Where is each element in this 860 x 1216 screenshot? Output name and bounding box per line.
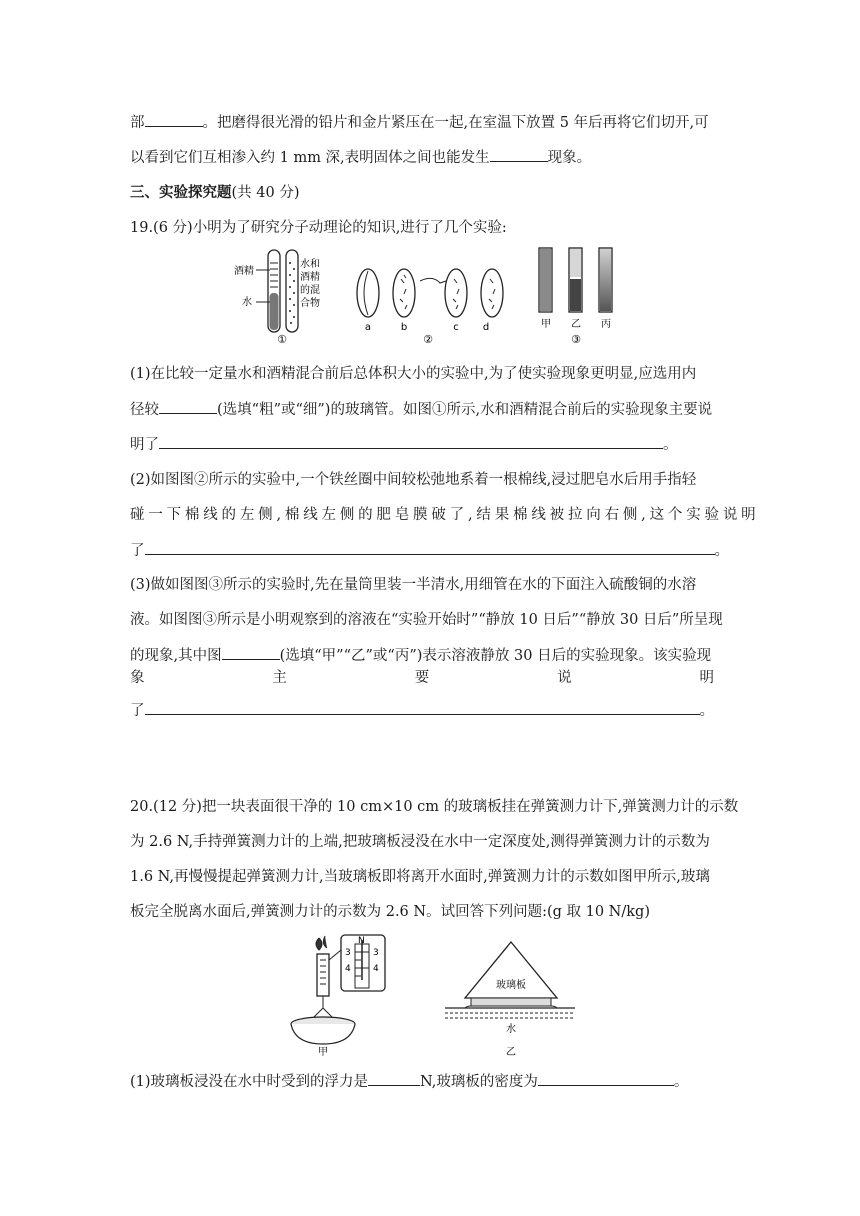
label-glass-plate: 玻璃板 — [496, 980, 526, 991]
text-run: 了 — [130, 543, 145, 559]
text-line: (1)在比较一定量水和酒精混合前后总体积大小的实验中,为了使实验现象更明显,应选用内 — [130, 366, 697, 382]
label-mixture-2: 酒精 — [300, 272, 320, 283]
scale-right-4: 4 — [373, 964, 379, 974]
text-line — [130, 540, 730, 561]
text-run: 。 — [663, 437, 678, 453]
text-run: 明 — [699, 670, 714, 686]
text-line-spread — [130, 668, 714, 688]
text-line — [130, 700, 730, 721]
text-run: 。 — [673, 1074, 689, 1090]
caption-2: ② — [423, 333, 433, 346]
text-run: 部 — [130, 115, 145, 131]
text-run: 径较 — [130, 402, 159, 418]
answer-blank[interactable] — [145, 700, 700, 715]
text-run: (1)玻璃板浸没在水中时受到的浮力是 — [130, 1074, 369, 1090]
text-line — [130, 112, 730, 133]
text-run: 明了 — [130, 437, 159, 453]
text-run: 的现象,其中图 — [130, 648, 222, 664]
text-line: 碰 一 下 棉 线 的 左 侧 , 棉 线 左 侧 的 肥 皂 膜 破 了 , 结 果 棉 线 被 拉 向 右 侧 , 这 个 实 验 说 明 — [130, 507, 756, 523]
answer-blank[interactable] — [145, 112, 203, 127]
text-run: 象 — [130, 670, 145, 686]
label-mixture-1: 水和 — [300, 259, 320, 270]
label-water: 水 — [242, 297, 252, 308]
text-line — [130, 434, 730, 455]
text-line — [130, 1071, 730, 1092]
label-d: d — [482, 322, 490, 333]
scale-left-4: 4 — [345, 964, 351, 974]
label-bing: 丙 — [601, 319, 611, 330]
answer-blank[interactable] — [145, 540, 715, 555]
answer-blank[interactable] — [368, 1071, 420, 1086]
text-run: 要 — [414, 670, 430, 686]
label-alcohol: 酒精 — [234, 266, 254, 277]
section-title: 三、实验探究题 — [130, 184, 232, 201]
text-run: 。 — [699, 703, 714, 719]
answer-blank[interactable] — [159, 434, 663, 449]
scale-unit: N — [358, 936, 365, 946]
label-water: 水 — [506, 1024, 516, 1035]
caption-jia: 甲 — [318, 1047, 328, 1058]
label-c: c — [453, 322, 459, 333]
text-line — [130, 645, 730, 666]
text-line — [130, 399, 730, 420]
measuring-cylinders — [539, 248, 612, 312]
text-line: 液。如图图③所示是小明观察到的溶液在“实验开始时”“静放 10 日后”“静放 30 日后”所呈现 — [130, 612, 723, 628]
text-line: (2)如图图②所示的实验中,一个铁丝圈中间较松弛地系着一根棉线,浸过肥皂水后用手指轻 — [130, 472, 697, 488]
caption-yi: 乙 — [506, 1047, 516, 1058]
glass-tube-mixture — [286, 250, 298, 332]
answer-blank[interactable] — [222, 645, 280, 660]
label-mixture-4: 合物 — [300, 298, 320, 309]
scale-right-3: 3 — [373, 948, 379, 958]
answer-blank[interactable] — [159, 399, 217, 414]
text-run: 主 — [272, 670, 287, 686]
label-b: b — [400, 322, 408, 333]
text-line: 为 2.6 N,手持弹簧测力计的上端,把玻璃板浸没在水中一定深度处,测得弹簧测力计的示数为 — [130, 834, 710, 850]
text-run: 说 — [557, 670, 572, 686]
text-run: 。把磨得很光滑的铅片和金片紧压在一起,在室温下放置 5 年后再将它们切开,可 — [202, 115, 709, 131]
label-yi: 乙 — [571, 319, 581, 330]
answer-blank[interactable] — [538, 1071, 674, 1086]
glass-tube-alcohol-water — [256, 250, 280, 332]
answer-blank[interactable] — [490, 147, 548, 162]
text-run: 。 — [714, 543, 729, 559]
label-jia: 甲 — [541, 319, 551, 330]
label-a: a — [364, 322, 372, 333]
text-line: 20.(12 分)把一块表面很干净的 10 cm×10 cm 的玻璃板挂在弹簧测力计下,弹簧测力计的示数 — [130, 799, 739, 815]
text-run: (选填“甲”“乙”或“丙”)表示溶液静放 30 日后的实验现象。该实验现 — [279, 648, 712, 664]
text-line: 1.6 N,再慢慢提起弹簧测力计,当玻璃板即将离开水面时,弹簧测力计的示数如图甲所示,玻璃 — [130, 869, 710, 885]
soap-film-loops — [357, 269, 503, 317]
text-line: 板完全脱离水面后,弹簧测力计的示数为 2.6 N。试回答下列问题:(g 取 10 N/kg) — [130, 904, 650, 920]
caption-1: ① — [277, 333, 287, 346]
text-line: (3)做如图图③所示的实验时,先在量筒里装一半清水,用细管在水的下面注入硫酸铜的水溶 — [130, 577, 697, 593]
text-run: 以看到它们互相渗入约 1 mm 深,表明固体之间也能发生 — [130, 150, 490, 166]
q20-figure — [285, 930, 585, 1060]
question-19-intro: 19.(6 分)小明为了研究分子动理论的知识,进行了几个实验: — [130, 220, 507, 236]
section-heading — [130, 183, 730, 203]
text-line — [130, 147, 730, 168]
text-run: (选填“粗”或“细”)的玻璃管。如图①所示,水和酒精混合前后的实验现象主要说 — [217, 402, 713, 418]
scale-left-3: 3 — [345, 948, 351, 958]
caption-3: ③ — [571, 333, 581, 346]
q19-figure — [228, 245, 628, 355]
text-run: N,玻璃板的密度为 — [420, 1074, 538, 1090]
section-score: (共 40 分) — [231, 185, 300, 201]
label-mixture-3: 的混 — [300, 285, 320, 296]
text-run: 现象。 — [547, 150, 592, 166]
text-run: 了 — [130, 703, 145, 719]
